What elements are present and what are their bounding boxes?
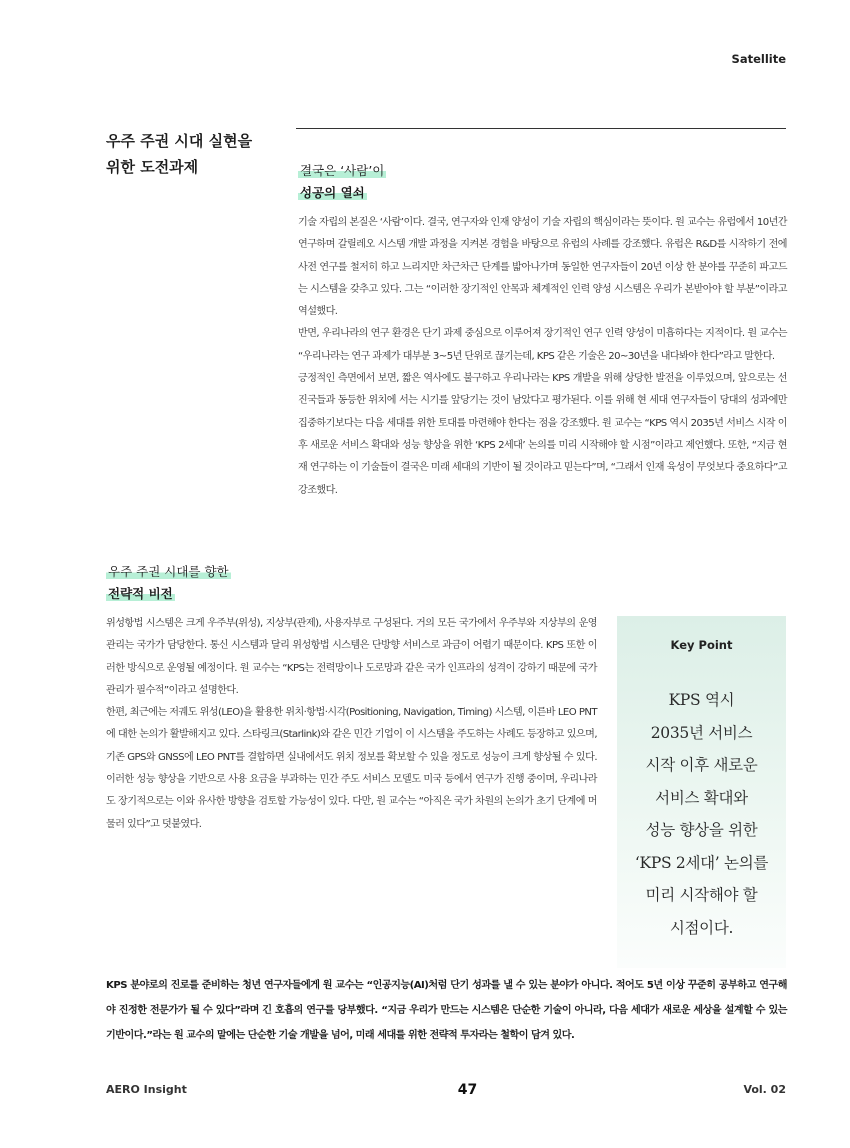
subheading-line-bold: 성공의 열쇠 (300, 185, 365, 200)
key-point-quote (617, 684, 786, 944)
quote-line: 성능 향상을 위한 (645, 821, 758, 839)
paragraph: 위성항법 시스템은 크게 우주부(위성), 지상부(관제), 사용자부로 구성된다. 거의 모든 국가에서 우주부와 지상부의 운영 관리는 국가가 담당한다. 통신 시스템과 달리 위성항법 시스템은 단방향 서비스로 과금이 어렵기 때문이다. KPS 또한 이러한 방식으로 운영될 예정이다. 원 교수는 “KPS는 전력망이나 도로망과 같은 국가 인프라의 성격이 강하기 때문에 국가 관리가 필수적”이라고 설명한다. (106, 618, 597, 696)
quote-line: ‘KPS 2세대’ 논의를 (634, 853, 769, 872)
subheading-vision (106, 561, 231, 605)
paragraph: 긍정적인 측면에서 보면, 짧은 역사에도 불구하고 우리나라는 KPS 개발을 위해 상당한 발전을 이루었으며, 앞으로는 선진국들과 동등한 위치에 서는 시기를 앞당기는 것이 남았다고 평가된다. 이를 위해 현 세대 연구자들이 당대의 성과에만 집중하기보다는 다음 세대를 위한 토대를 마련해야 한다는 점을 강조했다. 원 교수는 “KPS 역시 2035년 서비스 시작 이후 새로운 서비스 확대와 성능 향상을 위한 ‘KPS 2세대’ 논의를 미리 시작해야 할 시점”이라고 제언했다. 또한, “지금 현재 연구하는 이 기술들이 결국은 미래 세대의 기반이 될 것이라고 믿는다”며, “그래서 인재 육성이 무엇보다 중요하다”고 강조했다. (298, 373, 787, 496)
footer-volume: Vol. 02 (743, 1083, 786, 1096)
subheading-line-bold: 전략적 비전 (108, 586, 173, 601)
divider (296, 128, 786, 129)
section-title-line: 우주 주권 시대 실현을 (106, 132, 253, 150)
footer-publication: AERO Insight (106, 1083, 187, 1096)
quote-line: 시점이다. (669, 918, 734, 937)
subheading-people (298, 160, 386, 204)
section-tag: Satellite (731, 52, 786, 66)
paragraph: 기술 자립의 본질은 ‘사람’이다. 결국, 연구자와 인재 양성이 기술 자립의 핵심이라는 뜻이다. 원 교수는 유럽에서 10년간 연구하며 갈릴레오 시스템 개발 과정을 지켜본 경험을 바탕으로 유럽의 사례를 강조했다. 유럽은 R&D를 시작하기 전에 사전 연구를 철저히 하고 느리지만 차근차근 단계를 밟아나가며 동일한 연구자들이 20년 이상 한 분야를 꾸준히 파고드는 시스템을 갖추고 있다. 그는 “이러한 장기적인 안목과 체계적인 인력 양성 시스템은 우리가 본받아야 할 부분”이라고 역설했다. (298, 217, 787, 318)
subheading-line: 우주 주권 시대를 향한 (108, 564, 229, 579)
quote-line: 미리 시작해야 할 (645, 886, 758, 904)
key-point-label: Key Point (670, 638, 733, 652)
paragraph: 반면, 우리나라의 연구 환경은 단기 과제 중심으로 이루어져 장기적인 연구 인력 양성이 미흡하다는 지적이다. 원 교수는 “우리나라는 연구 과제가 대부분 3~5년 단위로 끊기는데, KPS 같은 기술은 20~30년을 내다봐야 한다”라고 말한다. (298, 328, 787, 362)
subheading-line: 결국은 ‘사람’이 (300, 163, 385, 178)
article-body-section1 (298, 212, 787, 502)
conclusion-paragraph: KPS 분야로의 진로를 준비하는 청년 연구자들에게 원 교수는 “인공지능(AI)처럼 단기 성과를 낼 수 있는 분야가 아니다. 적어도 5년 이상 꾸준히 공부하고 연구해야 진정한 전문가가 될 수 있다”라며 긴 호흡의 연구를 당부했다. “지금 우리가 만드는 시스템은 단순한 기술이 아니라, 다음 세대가 새로운 세상을 설계할 수 있는 기반이다.”라는 원 교수의 말에는 단순한 기술 개발을 넘어, 미래 세대를 위한 전략적 투자라는 철학이 담겨 있다. (106, 980, 787, 1041)
quote-line: 시작 이후 새로운 (645, 756, 758, 774)
quote-line: 서비스 확대와 (655, 788, 748, 807)
paragraph: 한편, 최근에는 저궤도 위성(LEO)을 활용한 위치·항법·시각(Positioning, Navigation, Timing) 시스템, 이른바 LEO PNT에 대한 논의가 활발해지고 있다. 스타링크(Starlink)와 같은 민간 기업이 이 시스템을 주도하는 사례도 등장하고 있으며, 기존 GPS와 GNSS에 LEO PNT를 결합하면 실내에서도 위치 정보를 확보할 수 있을 정도로 성능이 크게 향상될 수 있다. 이러한 성능 향상을 기반으로 사용 요금을 부과하는 민간 주도 서비스 모델도 미국 등에서 연구가 진행 중이며, 우리나라도 장기적으로는 이와 유사한 방향을 검토할 가능성이 있다. 다만, 원 교수는 “아직은 국가 차원의 논의가 초기 단계에 머물러 있다”고 덧붙였다. (106, 707, 597, 830)
article-body-section2 (106, 613, 597, 836)
quote-line: KPS 역시 (668, 691, 735, 709)
page-number: 47 (457, 1082, 478, 1098)
quote-line: 2035년 서비스 (650, 723, 753, 742)
section-title (106, 128, 276, 180)
section-title-line: 위한 도전과제 (106, 158, 199, 176)
key-point-box (617, 616, 786, 968)
